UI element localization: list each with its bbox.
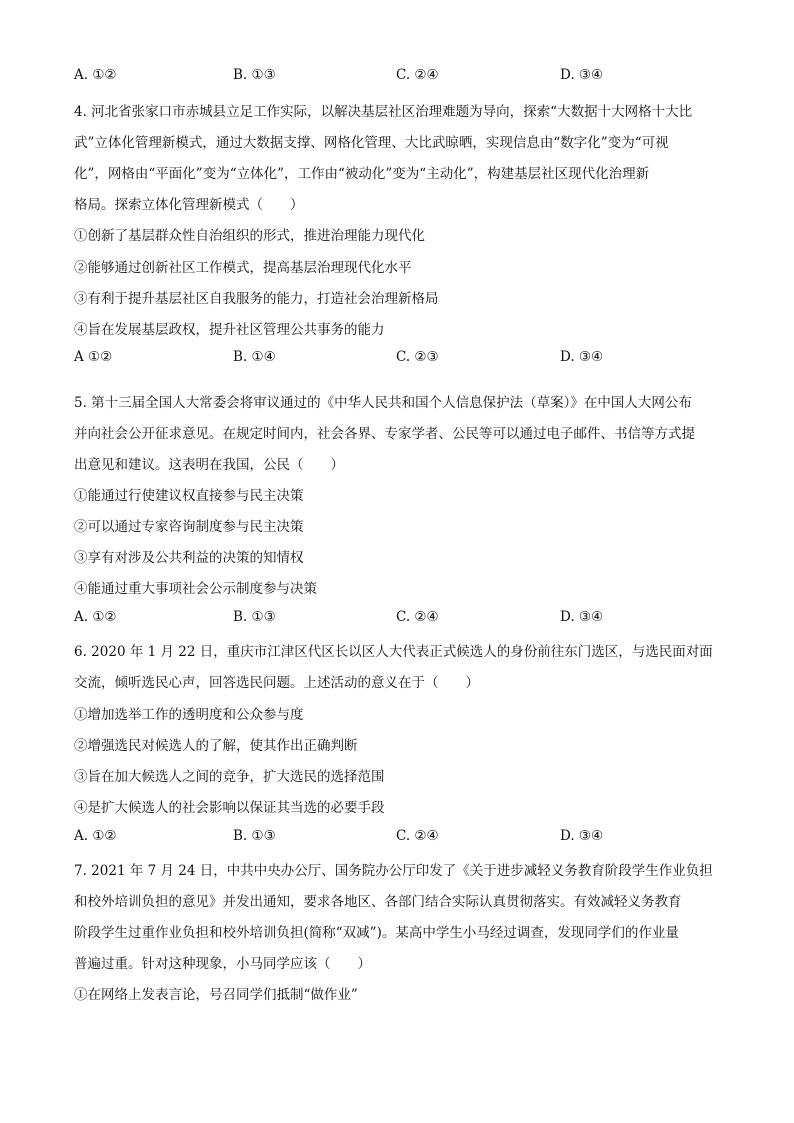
q7-statement: ①在网络上发表言论，号召同学们抵制“做作业” (74, 987, 358, 1003)
q7-stem-line: 普遍过重。针对这种现象，小马同学应该（ ） (74, 956, 371, 972)
q5-statement: ③享有对涉及公共利益的决策的知情权 (74, 550, 304, 566)
q4-statement: ①创新了基层群众性自治组织的形式，推进治理能力现代化 (74, 228, 425, 244)
q6-stem-line: 6. 2020 年 1 月 22 日，重庆市江津区代区长以区人大代表正式候选人的身份前往东门选区，与选民面对面 (74, 644, 713, 660)
q4-statement: ②能够通过创新社区工作模式，提高基层治理现代化水平 (74, 260, 412, 276)
q6-stem-line: 交流，倾听选民心声，回答选民问题。上述活动的意义在于（ ） (74, 675, 479, 691)
q4-stem-line: 4. 河北省张家口市赤城县立足工作实际，以解决基层社区治理难题为导向，探索“大数据十大网格十大比 (74, 104, 693, 120)
option-b: B. ①③ (233, 609, 276, 625)
option-d: D. ③④ (560, 828, 604, 844)
q3-options (74, 67, 754, 87)
q4-options (74, 349, 754, 369)
q5-stem-line: 5. 第十三届全国人大常委会将审议通过的《中华人民共和国个人信息保护法（草案）》在中国人大网公布 (74, 395, 692, 411)
option-b: B. ①③ (233, 67, 276, 83)
q4-stem-line: 格局。探索立体化管理新模式（ ） (74, 197, 304, 213)
q5-options (74, 609, 754, 629)
q7-stem-line: 7. 2021 年 7 月 24 日，中共中央办公厅、国务院办公厅印发了《关于进步减轻义务教育阶段学生作业负担 (74, 863, 713, 879)
q7-stem-line: 阶段学生过重作业负担和校外培训负担(简称“双减”)。某高中学生小马经过调查，发现同学们的作业量 (74, 925, 679, 941)
q4-stem-line: 武”立体化管理新模式，通过大数据支撑、网格化管理、大比武晾晒，实现信息由“数字化”变为“可视 (74, 135, 669, 151)
q4-stem-line: 化”，网格由“平面化”变为“立体化”，工作由“被动化”变为“主动化”，构建基层社区现代化治理新 (74, 166, 650, 182)
option-a: A. ①② (74, 828, 117, 844)
option-a: A. ①② (74, 67, 117, 83)
option-c: C. ②④ (396, 609, 439, 625)
option-a: A. ①② (74, 609, 117, 625)
q4-statement: ③有利于提升基层社区自我服务的能力，打造社会治理新格局 (74, 291, 439, 307)
q6-statement: ②增强选民对候选人的了解，使其作出正确判断 (74, 738, 358, 754)
option-c: C. ②④ (396, 67, 439, 83)
option-b: B. ①④ (233, 349, 276, 365)
q5-statement: ④能通过重大事项社会公示制度参与决策 (74, 581, 317, 597)
q5-statement: ①能通过行使建议权直接参与民主决策 (74, 488, 304, 504)
q6-statement: ③旨在加大候选人之间的竞争，扩大选民的选择范围 (74, 769, 385, 785)
option-c: C. ②④ (396, 828, 439, 844)
q7-stem-line: 和校外培训负担的意见》并发出通知，要求各地区、各部门结合实际认真贯彻落实。有效减轻义务教育 (74, 894, 682, 910)
option-b: B. ①③ (233, 828, 276, 844)
q5-statement: ②可以通过专家咨询制度参与民主决策 (74, 519, 304, 535)
q6-statement: ①增加选举工作的透明度和公众参与度 (74, 707, 304, 723)
q6-options (74, 828, 754, 848)
option-d: D. ③④ (560, 349, 604, 365)
q5-stem-line: 出意见和建议。这表明在我国，公民（ ） (74, 457, 344, 473)
option-a: A ①② (74, 349, 113, 365)
q6-statement: ④是扩大候选人的社会影响以保证其当选的必要手段 (74, 800, 385, 816)
option-d: D. ③④ (560, 609, 604, 625)
option-d: D. ③④ (560, 67, 604, 83)
option-c: C. ②③ (396, 349, 439, 365)
q4-statement: ④旨在发展基层政权，提升社区管理公共事务的能力 (74, 322, 385, 338)
q5-stem-line: 并向社会公开征求意见。在规定时间内，社会各界、专家学者、公民等可以通过电子邮件、书信等方式提 (74, 426, 695, 442)
